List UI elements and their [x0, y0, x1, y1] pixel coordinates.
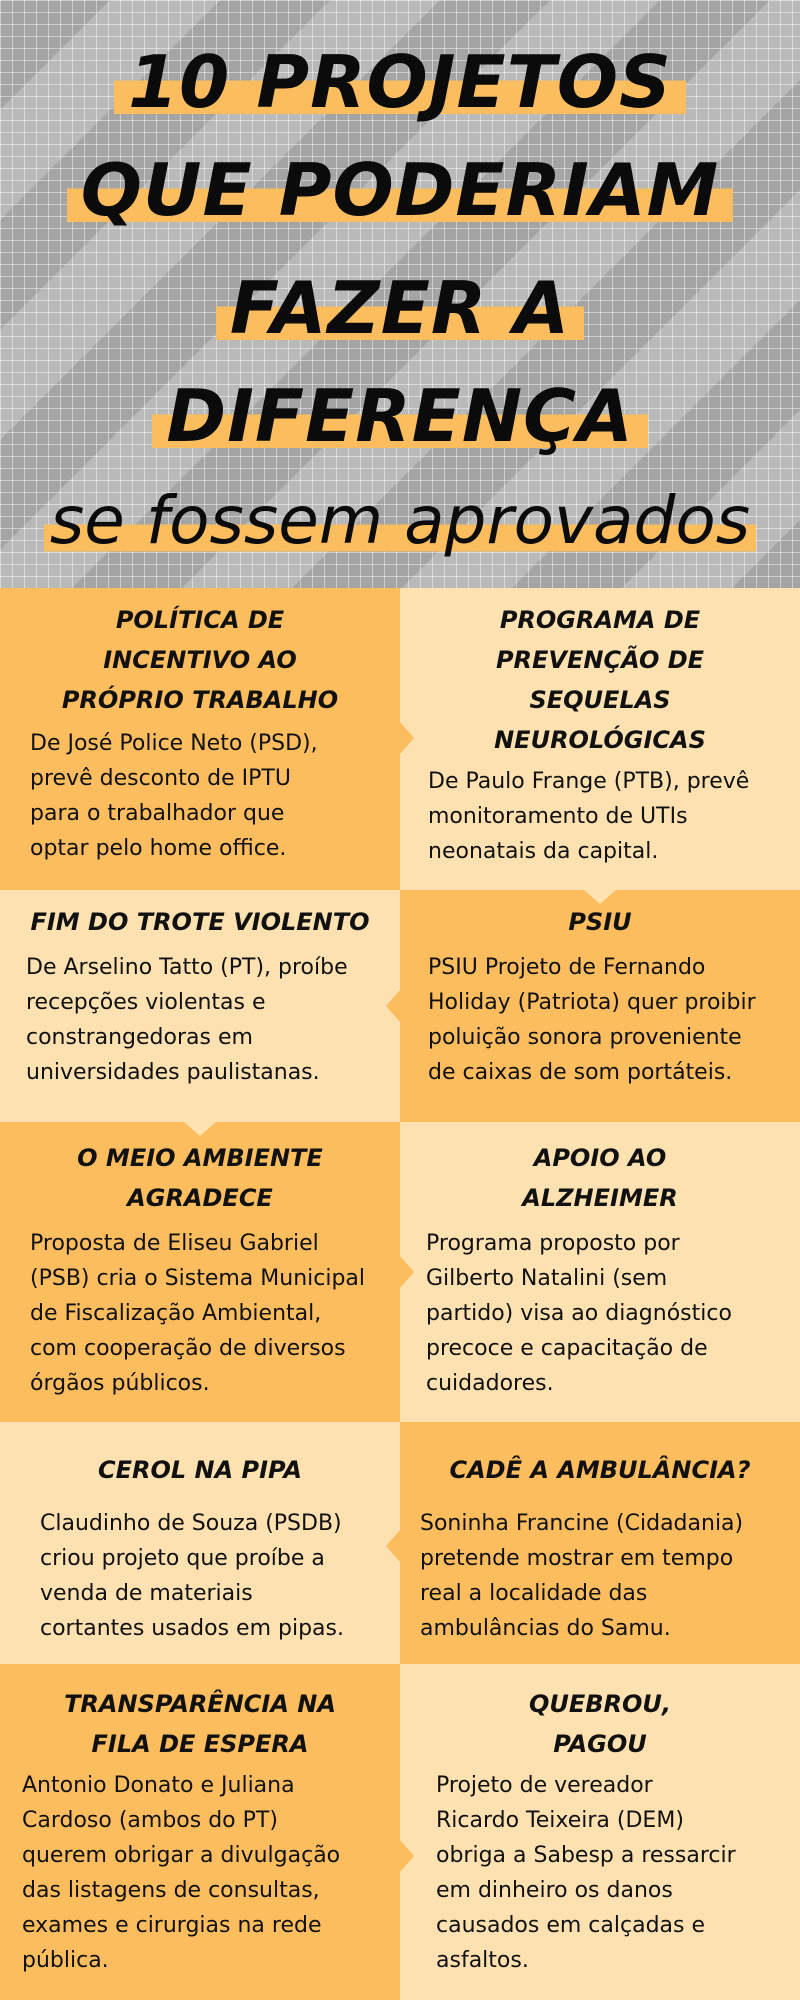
project-card-3 — [0, 890, 400, 1122]
project-title: FIM DO TROTE VIOLENTO — [30, 908, 370, 936]
pointer-left-arrow — [386, 990, 400, 1022]
project-description: De Paulo Frange (PTB), prevê monitoramento de UTIs neonatais da capital. — [428, 769, 750, 864]
project-description: Projeto de vereador Ricardo Teixeira (DEM) obriga a Sabesp a ressarcir em dinheiro os danos causados em calçadas e asfaltos. — [436, 1773, 736, 1973]
project-title: O MEIO AMBIENTE AGRADECE — [77, 1144, 323, 1212]
project-card-7 — [0, 1422, 400, 1664]
project-title: TRANSPARÊNCIA NA FILA DE ESPERA — [64, 1690, 336, 1758]
project-description: Soninha Francine (Cidadania) pretende mostrar em tempo real a localidade das ambulâncias do Samu. — [420, 1511, 744, 1641]
pointer-down-arrow — [184, 1122, 216, 1136]
header-banner — [0, 0, 800, 588]
project-card-8 — [400, 1422, 800, 1664]
project-card-6 — [400, 1122, 800, 1422]
project-description: PSIU Projeto de Fernando Holiday (Patriota) quer proibir poluição sonora proveniente de caixas de som portáteis. — [428, 955, 756, 1085]
pointer-right-arrow — [400, 1256, 414, 1288]
project-description: De José Police Neto (PSD), prevê desconto de IPTU para o trabalhador que optar pelo home office. — [30, 731, 318, 861]
project-card-4 — [400, 890, 800, 1122]
project-description: Claudinho de Souza (PSDB) criou projeto que proíbe a venda de materiais cortantes usados em pipas. — [40, 1511, 344, 1641]
pointer-right-arrow — [400, 1840, 414, 1872]
project-title: QUEBROU, PAGOU — [528, 1690, 672, 1758]
project-title: POLÍTICA DE INCENTIVO AO PRÓPRIO TRABALHO — [61, 606, 339, 714]
subtitle: se fossem aprovados — [0, 488, 800, 554]
project-card-5 — [0, 1122, 400, 1422]
pointer-right-arrow — [400, 722, 414, 754]
project-card-2 — [400, 588, 800, 890]
title-line-1: 10 PROJETOS — [0, 46, 800, 118]
project-title: PROGRAMA DE PREVENÇÃO DE SEQUELAS NEUROLÓGICAS — [494, 606, 706, 754]
project-title: CADÊ A AMBULÂNCIA? — [449, 1456, 751, 1484]
project-card-10 — [400, 1664, 800, 2000]
project-title: PSIU — [568, 908, 632, 936]
project-card-9 — [0, 1664, 400, 2000]
title-line-2: QUE PODERIAM — [0, 154, 800, 226]
title-line-3: FAZER A — [0, 272, 800, 344]
project-title: CEROL NA PIPA — [97, 1456, 303, 1484]
project-description: De Arselino Tatto (PT), proíbe recepções violentas e constrangedoras em universidades paulistanas. — [26, 955, 348, 1085]
project-card-1 — [0, 588, 400, 890]
project-description: Proposta de Eliseu Gabriel (PSB) cria o Sistema Municipal de Fiscalização Ambiental, com cooperação de diversos órgãos públicos. — [30, 1231, 366, 1396]
title-line-4: DIFERENÇA — [0, 380, 800, 452]
project-description: Programa proposto por Gilberto Natalini (sem partido) visa ao diagnóstico precoce e capacitação de cuidadores. — [426, 1231, 732, 1396]
pointer-down-arrow — [584, 890, 616, 904]
project-description: Antonio Donato e Juliana Cardoso (ambos do PT) querem obrigar a divulgação das listagens de consultas, exames e cirurgias na rede pública. — [22, 1773, 341, 1973]
project-title: APOIO AO ALZHEIMER — [522, 1144, 678, 1212]
pointer-left-arrow — [386, 1530, 400, 1562]
